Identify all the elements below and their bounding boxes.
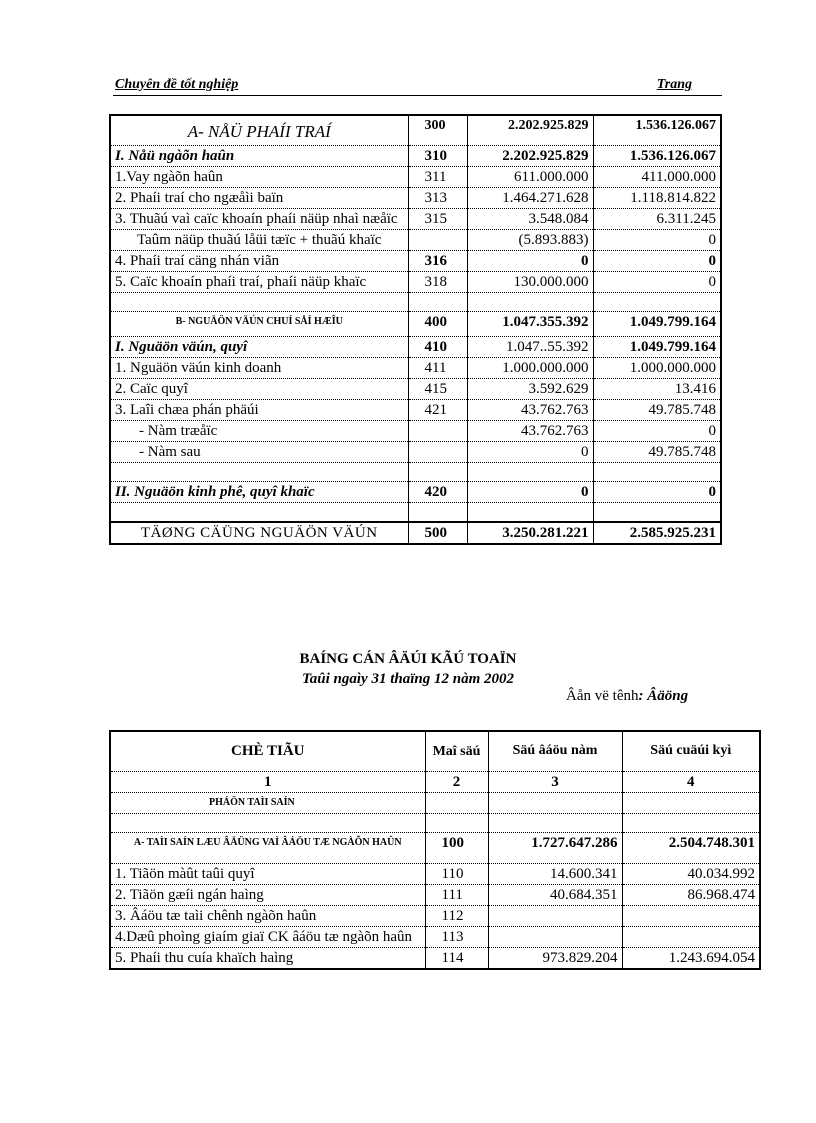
row-label: 1. Tiãön màût taûi quyî (110, 863, 425, 884)
row-value-start: 43.762.763 (467, 420, 593, 441)
assets-table (109, 730, 761, 970)
table-row (110, 813, 760, 832)
row-label: 2. Caïc quyî (110, 378, 408, 399)
col-number-1: 1 (110, 771, 425, 792)
table-row (110, 208, 721, 229)
row-code: 300 (408, 115, 467, 145)
row-label: - Nàm sau (110, 441, 408, 462)
row-value-start: 1.464.271.628 (467, 187, 593, 208)
row-value-start: 0 (467, 441, 593, 462)
page-header (113, 77, 722, 96)
row-code: 112 (425, 905, 488, 926)
row-value-end (622, 813, 760, 832)
table-row (110, 926, 760, 947)
row-value-end: 13.416 (593, 378, 721, 399)
row-value-end (593, 462, 721, 481)
row-code (408, 462, 467, 481)
table-row (110, 481, 721, 502)
row-value-end (622, 792, 760, 813)
table-row (110, 399, 721, 420)
row-label: 5. Phaíi thu cuía khaïch haìng (110, 947, 425, 969)
row-value-end: 0 (593, 271, 721, 292)
row-code: 316 (408, 250, 467, 271)
row-code: 500 (408, 522, 467, 544)
row-code: 318 (408, 271, 467, 292)
row-code: 111 (425, 884, 488, 905)
table-row (110, 311, 721, 336)
row-value-start (467, 502, 593, 522)
row-value-start: 3.250.281.221 (467, 522, 593, 544)
row-value-start: 973.829.204 (488, 947, 622, 969)
table-row (110, 166, 721, 187)
row-code (425, 813, 488, 832)
row-code: 114 (425, 947, 488, 969)
table-row (110, 336, 721, 357)
table-row (110, 863, 760, 884)
row-label: 1. Nguäön väún kinh doanh (110, 357, 408, 378)
row-label: 4.Dæû phoìng giaím giaï CK âáöu tæ ngàõn haûn (110, 926, 425, 947)
liabilities-table (109, 114, 722, 545)
row-label: 2. Tiãön gæíi ngán haìng (110, 884, 425, 905)
row-value-start: 2.202.925.829 (467, 145, 593, 166)
row-value-end (593, 292, 721, 311)
row-code: 313 (408, 187, 467, 208)
row-value-end: 0 (593, 481, 721, 502)
row-code: 110 (425, 863, 488, 884)
table-row (110, 420, 721, 441)
row-label: 3. Âáöu tæ taìi chênh ngàõn haûn (110, 905, 425, 926)
currency-unit (566, 688, 688, 705)
row-label: 2. Phaíi traí cho ngæåìi baïn (110, 187, 408, 208)
row-label (110, 292, 408, 311)
row-code: 420 (408, 481, 467, 502)
row-value-end: 40.034.992 (622, 863, 760, 884)
row-value-end: 0 (593, 420, 721, 441)
col-number-row (110, 771, 760, 792)
row-value-end: 1.243.694.054 (622, 947, 760, 969)
row-value-start: 130.000.000 (467, 271, 593, 292)
row-code (408, 502, 467, 522)
row-value-start: 14.600.341 (488, 863, 622, 884)
row-value-end: 0 (593, 229, 721, 250)
row-code: 421 (408, 399, 467, 420)
table-row (110, 292, 721, 311)
row-code: 411 (408, 357, 467, 378)
table-row (110, 229, 721, 250)
row-code: 315 (408, 208, 467, 229)
unit-prefix: Âån vë tênh (566, 688, 639, 704)
row-value-end: 2.504.748.301 (622, 832, 760, 863)
table-row (110, 145, 721, 166)
row-value-start (488, 905, 622, 926)
row-value-end: 411.000.000 (593, 166, 721, 187)
unit-value: : Âäöng (638, 688, 689, 704)
row-label: I. Nguäön väún, quyî (110, 336, 408, 357)
report-date: Taûi ngaìy 31 thaïng 12 nàm 2002 (302, 671, 514, 687)
row-value-end: 1.536.126.067 (593, 145, 721, 166)
row-value-start: 0 (467, 250, 593, 271)
col-header-code: Maî säú (425, 731, 488, 771)
row-value-end: 1.000.000.000 (593, 357, 721, 378)
col-number-3: 3 (488, 771, 622, 792)
row-code: 113 (425, 926, 488, 947)
row-code: 100 (425, 832, 488, 863)
row-code (408, 292, 467, 311)
row-value-end: 1.536.126.067 (593, 115, 721, 145)
row-value-start: 3.592.629 (467, 378, 593, 399)
table-row (110, 271, 721, 292)
row-label: 1.Vay ngàõn haûn (110, 166, 408, 187)
row-code: 400 (408, 311, 467, 336)
table-row (110, 905, 760, 926)
row-value-start (488, 813, 622, 832)
row-value-start: 1.047.355.392 (467, 311, 593, 336)
row-value-end: 86.968.474 (622, 884, 760, 905)
row-code: 310 (408, 145, 467, 166)
row-value-start: 43.762.763 (467, 399, 593, 420)
table-row (110, 884, 760, 905)
row-code (408, 229, 467, 250)
row-value-start: (5.893.883) (467, 229, 593, 250)
col-header-opening: Säú âáöu nàm (488, 731, 622, 771)
row-label (110, 462, 408, 481)
table-row (110, 522, 721, 544)
table-row (110, 115, 721, 145)
row-code: 311 (408, 166, 467, 187)
row-value-end: 1.118.814.822 (593, 187, 721, 208)
row-value-end: 49.785.748 (593, 441, 721, 462)
row-label: B- NGUÄÖN VÄÚN CHUÍ SÅÍ HÆÎU (110, 311, 408, 336)
row-value-end (622, 905, 760, 926)
table-row (110, 441, 721, 462)
row-value-start: 0 (467, 481, 593, 502)
row-value-start: 2.202.925.829 (467, 115, 593, 145)
row-label: PHÁÖN TAÌI SAÍN (110, 792, 425, 813)
row-value-start (488, 792, 622, 813)
row-code: 410 (408, 336, 467, 357)
row-label (110, 813, 425, 832)
row-value-end: 2.585.925.231 (593, 522, 721, 544)
row-label: - Nàm træåïc (110, 420, 408, 441)
row-value-start: 611.000.000 (467, 166, 593, 187)
row-label: 3. Thuãú vaì caïc khoaín phaíi näüp nhaì næåïc (110, 208, 408, 229)
row-label (110, 502, 408, 522)
table-row (110, 947, 760, 969)
report-title: BAÍNG CÁN ÂÄÚI KÃÚ TOAÏN (299, 651, 517, 667)
table-row (110, 792, 760, 813)
row-code: 415 (408, 378, 467, 399)
row-value-end: 1.049.799.164 (593, 336, 721, 357)
row-code (408, 441, 467, 462)
row-value-end: 0 (593, 250, 721, 271)
header-right: Trang (656, 77, 692, 92)
row-value-start: 1.727.647.286 (488, 832, 622, 863)
row-label: Taûm näüp thuãú låüi tæïc + thuãú khaïc (110, 229, 408, 250)
row-value-end: 1.049.799.164 (593, 311, 721, 336)
row-value-end: 6.311.245 (593, 208, 721, 229)
col-header-indicator: CHÈ TIÃU (110, 731, 425, 771)
row-value-start (488, 926, 622, 947)
row-label: TÄØNG CÄÜNG NGUÄÖN VÄÚN (110, 522, 408, 544)
table-row (110, 502, 721, 522)
col-number-4: 4 (622, 771, 760, 792)
table-row (110, 187, 721, 208)
col-header-closing: Säú cuäúi kyì (622, 731, 760, 771)
header-row (110, 731, 760, 771)
row-code (408, 420, 467, 441)
row-code (425, 792, 488, 813)
table-row (110, 378, 721, 399)
table-row (110, 250, 721, 271)
row-label: A- TAÌI SAÍN LÆU ÂÄÜNG VAÌ ÂÁÖU TÆ NGÀÕN HAÛN (110, 832, 425, 863)
row-value-start: 1.047..55.392 (467, 336, 593, 357)
row-value-start (467, 462, 593, 481)
row-value-start (467, 292, 593, 311)
header-left: Chuyên đề tốt nghiệp (115, 77, 239, 92)
col-number-2: 2 (425, 771, 488, 792)
row-label: II. Nguäön kinh phê, quyî khaïc (110, 481, 408, 502)
row-label: 4. Phaíi traí cäng nhán viãn (110, 250, 408, 271)
row-value-end: 49.785.748 (593, 399, 721, 420)
row-value-start: 40.684.351 (488, 884, 622, 905)
table-row (110, 357, 721, 378)
row-value-start: 3.548.084 (467, 208, 593, 229)
table-row (110, 832, 760, 863)
row-label: 3. Laîi chæa phán phäúi (110, 399, 408, 420)
row-label: 5. Caïc khoaín phaíi traí, phaíi näüp khaïc (110, 271, 408, 292)
row-value-start: 1.000.000.000 (467, 357, 593, 378)
row-label: A- NÅÜ PHAÍI TRAÍ (110, 115, 408, 145)
row-value-end (593, 502, 721, 522)
row-value-end (622, 926, 760, 947)
row-label: I. Nåü ngàõn haûn (110, 145, 408, 166)
table-row (110, 462, 721, 481)
